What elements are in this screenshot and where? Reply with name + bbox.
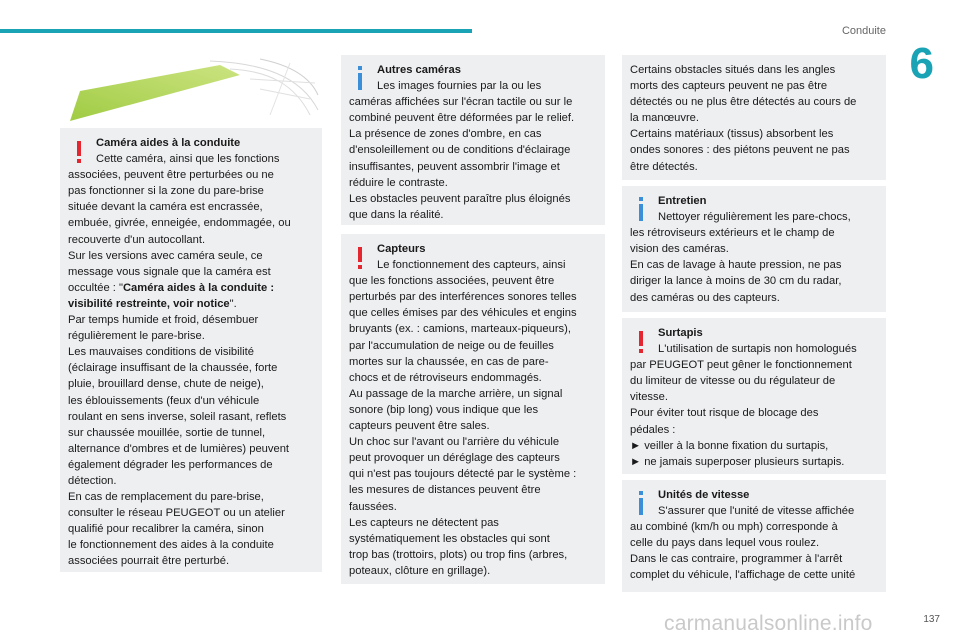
bullet-arrow-icon: ► (630, 439, 642, 452)
text-line: qui n'est pas toujours détecté par le système : (349, 468, 577, 481)
text-line: poteaux, clôture en grillage). (349, 564, 491, 577)
text-line: consulter le réseau PEUGEOT ou un atelier (68, 507, 285, 520)
text-line: L'utilisation de surtapis non homologués (658, 343, 857, 356)
box-title: Autres caméras (377, 64, 461, 76)
text-line: Au passage de la marche arrière, un signal (349, 387, 563, 400)
text-line: embuée, givrée, enneigée, endommagée, ou (68, 217, 291, 230)
text-line: être détectés. (630, 160, 698, 173)
sensors-warning-box (341, 234, 605, 584)
info-icon (636, 195, 646, 223)
text-line: caméras affichées sur l'écran tactile ou sur le (349, 96, 573, 109)
warning-exclamation-icon (636, 327, 646, 355)
section-title: Conduite (841, 25, 886, 37)
bullet-item (630, 438, 878, 454)
text-line: Le fonctionnement des capteurs, ainsi (377, 259, 566, 272)
text-line: morts des capteurs peuvent ne pas être (630, 80, 828, 93)
text-line: les rétroviseurs extérieurs et le champ de (630, 227, 835, 240)
warning-exclamation-icon (355, 243, 365, 271)
text-line: Pour éviter tout risque de blocage des (630, 407, 819, 420)
info-icon (355, 64, 365, 92)
box-title: Entretien (658, 195, 707, 207)
text-line: complet du véhicule, l'affichage de cette unité (630, 569, 856, 582)
text-line: Les mauvaises conditions de visibilité (68, 346, 254, 359)
text-line: Sur les versions avec caméra seule, ce (68, 249, 263, 262)
text-line: les mesures de distances peuvent être (349, 484, 541, 497)
text-line: roulant en sens inverse, soleil rasant, reflets (68, 410, 287, 423)
text-line: Les obstacles peuvent paraître plus éloignés (349, 192, 571, 205)
text-line: pluie, brouillard dense, chute de neige), (68, 378, 264, 391)
info-icon (636, 489, 646, 517)
text-line: détection. (68, 474, 117, 487)
text-line: La présence de zones d'ombre, en cas (349, 128, 542, 141)
text-line: vision des caméras. (630, 243, 729, 256)
box-title: Unités de vitesse (658, 489, 750, 501)
obstacles-note-box (622, 55, 886, 180)
text-line: message vous signale que la caméra est (68, 265, 271, 278)
text-line: perturbés par des interférences sonores telles (349, 291, 577, 304)
text-line: alternance d'ombres et de lumières) peuvent (68, 442, 290, 455)
text-line: sonore (bip long) vous indique que les (349, 403, 539, 416)
text-line: les éblouissements (feux d'un véhicule (68, 394, 260, 407)
other-cameras-info-box (341, 55, 605, 225)
text-line: Dans le cas contraire, programmer à l'arrêt (630, 553, 843, 566)
text-line: détectés ou ne plus être détectés au cours de (630, 96, 857, 109)
overmat-warning-box (622, 318, 886, 474)
text-line: vitesse. (630, 391, 668, 404)
chapter-number: 6 (909, 39, 934, 88)
msg-bold: visibilité restreinte, voir notice (68, 297, 230, 310)
camera-zone-icon (60, 55, 320, 125)
text-line: que les fonctions associées, peuvent être (349, 275, 555, 288)
text-line: En cas de lavage à haute pression, ne pas (630, 259, 842, 272)
text-line: d'ensoleillement ou de conditions d'éclairage (349, 144, 571, 157)
text-line: réduire le contraste. (349, 176, 448, 189)
text-line: pas fonctionner si la zone du pare-brise (68, 185, 264, 198)
box-title: Capteurs (377, 243, 426, 255)
text-line: que dans la réalité. (349, 208, 444, 221)
text-line: capteurs peuvent être sales. (349, 420, 490, 433)
text-line: peut provoquer un déréglage des capteurs (349, 452, 560, 465)
text-line: Les capteurs ne détectent pas (349, 516, 499, 529)
text-line: systématiquement les obstacles qui sont (349, 532, 550, 545)
text-line: Par temps humide et froid, désembuer (68, 314, 259, 327)
header-accent-bar (0, 29, 472, 33)
text-line: combiné peuvent être déformées par le relief. (349, 112, 575, 125)
page-number: 137 (923, 614, 940, 625)
text-line: Cette caméra, ainsi que les fonctions (96, 153, 280, 166)
camera-warning-box (60, 128, 322, 572)
text-line: bruyants (ex. : camions, marteaux-piqueurs), (349, 323, 571, 336)
text-line: au combiné (km/h ou mph) corresponde à (630, 521, 838, 534)
text-line: que celles émises par des véhicules et engins (349, 307, 577, 320)
text-line: sur chaussée mouillée, sortie de tunnel, (68, 426, 266, 439)
text-line: Nettoyer régulièrement les pare-chocs, (658, 211, 851, 224)
text-line: Certains obstacles situés dans les angles (630, 64, 836, 76)
text-line: ondes sonores : des piétons peuvent ne pas (630, 144, 850, 157)
text-line: (éclairage insuffisant de la chaussée, forte (68, 362, 278, 375)
text-line: celle du pays dans lequel vous roulez. (630, 537, 820, 550)
text-line: insuffisantes, peuvent assombrir l'image et (349, 160, 560, 173)
text-line: recouverte d'un autocollant. (68, 233, 206, 246)
msg-prefix: occultée : " (68, 281, 123, 294)
text-line: qualifié pour recalibrer la caméra, sinon (68, 523, 264, 536)
msg-suffix: ". (229, 297, 237, 310)
text-line: S'assurer que l'unité de vitesse affichée (658, 505, 855, 518)
text-line: le fonctionnement des aides à la conduite (68, 539, 274, 552)
speed-units-info-box (622, 480, 886, 592)
text-line: du limiteur de vitesse ou du régulateur de (630, 375, 836, 388)
text-line: Un choc sur l'avant ou l'arrière du véhicule (349, 436, 560, 449)
text-line: associées, peuvent être perturbées ou ne (68, 169, 274, 182)
text-line: mortes sur la chaussée, en cas de pare- (349, 355, 549, 368)
bullet-text: ne jamais superposer plusieurs surtapis. (644, 455, 845, 468)
text-line: régulièrement le pare-brise. (68, 330, 205, 343)
text-line: Certains matériaux (tissus) absorbent les (630, 128, 834, 141)
warning-message-line (68, 280, 314, 296)
msg-bold: Caméra aides à la conduite : (122, 281, 275, 294)
text-line: faussées. (349, 500, 397, 513)
bullet-item (630, 454, 878, 470)
maintenance-info-box (622, 186, 886, 312)
windshield-camera-illustration (60, 55, 320, 125)
text-line: En cas de remplacement du pare-brise, (68, 491, 264, 504)
box-title: Surtapis (658, 327, 703, 339)
text-line: diriger la lance à moins de 30 cm du radar, (630, 275, 842, 288)
watermark-text: carmanualsonline.info (664, 612, 873, 635)
text-line: Les images fournies par la ou les (377, 80, 542, 93)
bullet-arrow-icon: ► (630, 455, 642, 468)
text-line: située devant la caméra est encrassée, (68, 201, 263, 214)
text-line: chocs et de rétroviseurs endommagés. (349, 371, 542, 384)
text-line: la manœuvre. (630, 112, 700, 125)
warning-message-line (68, 296, 314, 312)
text-line: pédales : (630, 423, 676, 436)
text-line: associées pourrait être perturbé. (68, 555, 230, 568)
warning-exclamation-icon (74, 137, 84, 165)
text-line: par PEUGEOT peut gêner le fonctionnement (630, 359, 852, 372)
text-line: par l'accumulation de neige ou de feuilles (349, 339, 554, 352)
text-line: également dégrader les performances de (68, 458, 273, 471)
box-title: Caméra aides à la conduite (96, 137, 241, 149)
bullet-text: veiller à la bonne fixation du surtapis, (644, 439, 829, 452)
text-line: trop bas (trottoirs, plots) ou trop fins (arbres, (349, 548, 568, 561)
text-line: des caméras ou des capteurs. (630, 291, 780, 304)
